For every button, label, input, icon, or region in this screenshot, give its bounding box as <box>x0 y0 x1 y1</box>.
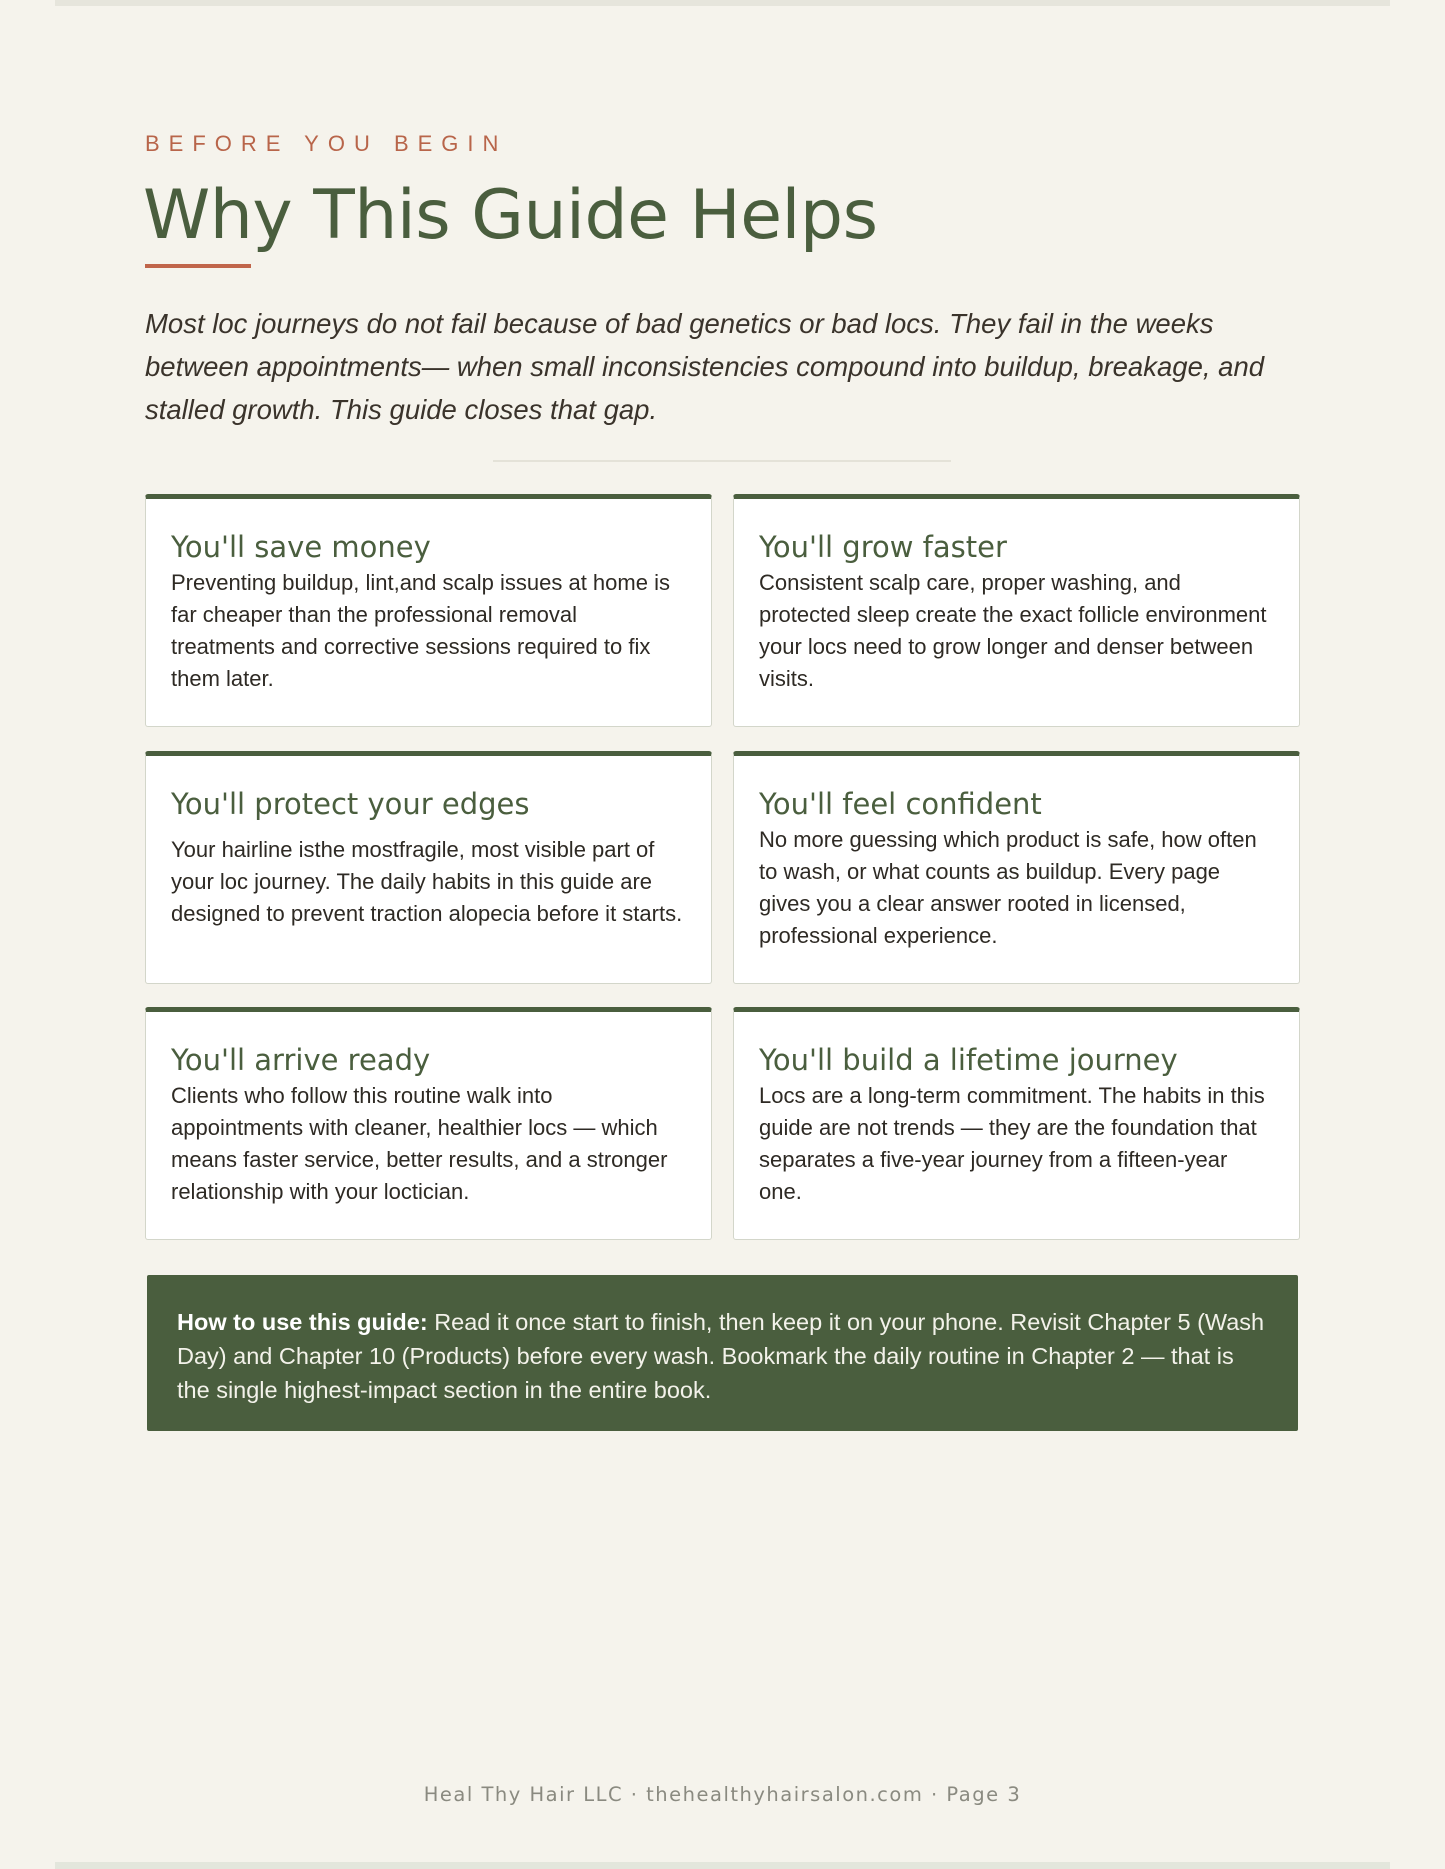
card-body: Locs are a long-term commitment. The habits in this guide are not trends — they are the foundation that separates a five-year journey from a fifteen-year one. <box>759 1083 1265 1204</box>
page-title: Why This Guide Helps <box>143 176 878 255</box>
card-body: Preventing buildup, lint,and scalp issues at home is far cheaper than the professional removal treatments and corrective sessions required to fix them later. <box>171 570 670 691</box>
card-body: Consistent scalp care, proper washing, and protected sleep create the exact follicle environment your locs need to grow longer and denser between visits. <box>759 570 1267 691</box>
benefit-card-grow-faster <box>733 494 1300 727</box>
card-title: You'll protect your edges <box>171 787 530 821</box>
benefit-card-arrive-ready <box>145 1007 712 1240</box>
card-title: You'll feel confident <box>759 787 1042 821</box>
section-divider <box>493 460 951 462</box>
section-eyebrow: BEFORE YOU BEGIN <box>145 131 508 156</box>
card-title: You'll grow faster <box>759 530 1007 564</box>
card-title: You'll build a lifetime journey <box>759 1043 1178 1077</box>
how-to-use-callout <box>147 1275 1298 1431</box>
title-underline <box>145 264 251 268</box>
intro-paragraph: Most loc journeys do not fail because of bad genetics or bad locs. They fail in the weeks between appointments— when small inconsistencies compound into buildup, breakage, and stalled growth. This guide closes that gap. <box>145 308 1265 425</box>
benefit-card-protect-edges <box>145 751 712 984</box>
callout-label: How to use this guide: <box>177 1309 428 1335</box>
callout-text: Read it once start to finish, then keep it on your phone. Revisit Chapter 5 (Wash Day) and Chapter 10 (Products) before every wash. Bookmark the daily routine in Chapter 2 — that is the single highest-impact section in the entire book. <box>177 1309 1265 1403</box>
card-body: Your hairline isthe mostfragile, most visible part of your loc journey. The daily habits in this guide are designed to prevent traction alopecia before it starts. <box>171 837 683 926</box>
benefit-card-lifetime-journey <box>733 1007 1300 1240</box>
top-border <box>55 0 1390 6</box>
card-body: Clients who follow this routine walk into appointments with cleaner, healthier locs — which means faster service, better results, and a stronger relationship with your loctician. <box>171 1083 668 1204</box>
card-body: No more guessing which product is safe, how often to wash, or what counts as buildup. Every page gives you a clear answer rooted in licensed, professional experience. <box>759 827 1257 948</box>
bottom-border <box>55 1862 1390 1869</box>
card-title: You'll arrive ready <box>171 1043 431 1077</box>
benefit-card-save-money <box>145 494 712 727</box>
card-title: You'll save money <box>171 530 431 564</box>
benefit-card-feel-confident <box>733 751 1300 984</box>
page-footer: Heal Thy Hair LLC · thehealthyhairsalon.com · Page 3 <box>423 1783 1022 1806</box>
